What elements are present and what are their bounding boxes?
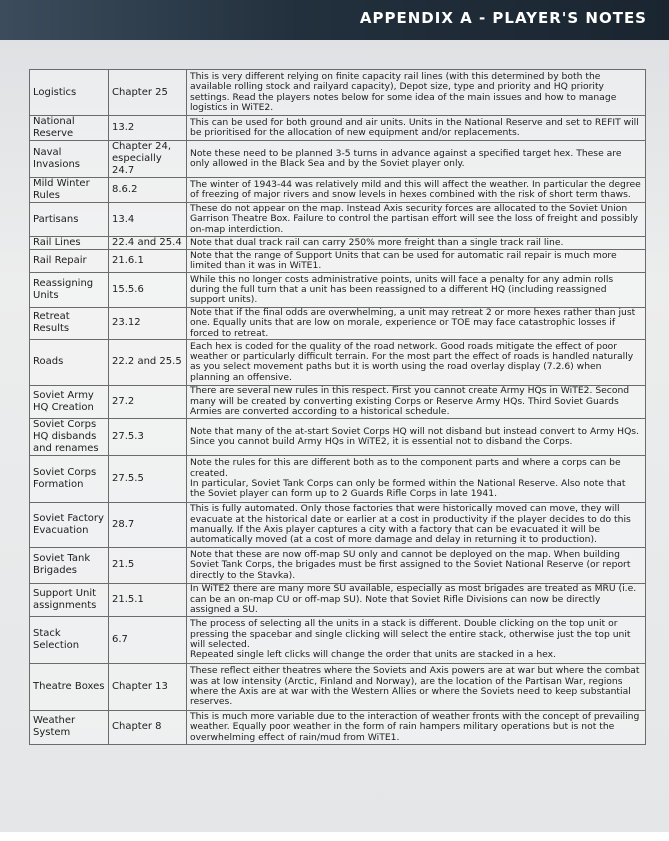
header-bar	[0, 0, 669, 40]
table-row	[30, 70, 646, 116]
note-paragraph: Note that dual track rail can carry 250% more freight than a single track rail line.	[190, 236, 564, 248]
row-rule-reference: 28.7	[109, 502, 187, 547]
table-row	[30, 116, 646, 141]
note-paragraph: Repeated single left clicks will change the order that units are stacked in a hex.	[190, 649, 556, 661]
note-paragraph: The winter of 1943-44 was relatively mild and this will affect the weather. In particular the degree of freezing of major rivers and snow levels in hexes combined with the risk of short term thaws.	[190, 178, 641, 200]
row-note	[187, 385, 646, 418]
row-rule-reference: 8.6.2	[109, 178, 187, 203]
row-note	[187, 663, 646, 710]
row-rule-reference: 22.2 and 25.5	[109, 339, 187, 385]
table-row	[30, 663, 646, 710]
row-rule-reference: 6.7	[109, 616, 187, 663]
note-paragraph: In particular, Soviet Tank Corps can only be formed within the National Reserve. Also note that the Soviet player can form up to 2 Guards Rifle Corps in late 1941.	[190, 477, 626, 500]
note-paragraph: In WiTE2 there are many more SU available, especially as most brigades are treated as MRU (i.e. can be an on-map CU or off-map SU). Note that Soviet Rifle Divisions can now be directly assigned a SU.	[190, 583, 637, 616]
row-rule-reference: Chapter 13	[109, 663, 187, 710]
table-row	[30, 418, 646, 455]
note-paragraph: These do not appear on the map. Instead Axis security forces are allocated to the Soviet Union Garrison Theatre Box. Failure to control the partisan effort will see the loss of freight and possibly on-map interdiction.	[190, 203, 639, 235]
table-row	[30, 616, 646, 663]
note-paragraph: The process of selecting all the units in a stack is different. Double clicking on the top unit or pressing the spacebar and single clicking will select the entire stack, otherwise just the top unit will selected.	[190, 618, 631, 650]
note-paragraph: Note that the range of Support Units that can be used for automatic rail repair is much more limited than it was in WiTE1.	[190, 249, 617, 271]
row-note	[187, 203, 646, 237]
note-paragraph: Note that if the final odds are overwhelming, a unit may retreat 2 or more hexes rather than just one. Equally units that are low on morale, experience or TOE may face catastrophic losses if forced to retreat.	[190, 307, 636, 339]
row-rule-reference: Chapter 24, especially 24.7	[109, 141, 187, 178]
row-note	[187, 250, 646, 273]
row-note	[187, 502, 646, 547]
row-rule-reference: Chapter 8	[109, 710, 187, 744]
note-paragraph: Each hex is coded for the quality of the road network. Good roads mitigate the effect of poor weather or particularly difficult terrain. For the most part the effect of roads is handled naturally as you select movement paths but it is worth using the road overlay display (7.2.6) when planning an offensive.	[190, 340, 634, 383]
row-note	[187, 237, 646, 250]
note-paragraph: This is fully automated. Only those factories that were historically moved can move, they will evacuate at the historical date or earlier at a cost in productivity if the player decides to do this manually. If the Axis player captures a city with a factory that can be evacuated it will be automatically moved (at a cost of more damage and delay in returning it to production).	[190, 503, 631, 546]
table-row	[30, 178, 646, 203]
notes-table	[29, 69, 646, 745]
row-rule-reference: 21.5	[109, 547, 187, 583]
note-paragraph: This can be used for both ground and air units. Units in the National Reserve and set to REFIT will be prioritised for the allocation of new equipment and/or replacements.	[190, 116, 639, 138]
table-row	[30, 502, 646, 547]
note-paragraph: Note the rules for this are different both as to the component parts and where a corps can be created.	[190, 457, 621, 479]
note-paragraph: These reflect either theatres where the Soviets and Axis powers are at war but where the combat was at low intensity (Arctic, Finland and Norway), are the location of the Partisan War, regions where the Axis are at war with the Western Allies or where the Soviets need to keep substantial reserves.	[190, 665, 640, 708]
note-paragraph: Note these need to be planned 3-5 turns in advance against a specified target hex. These are only allowed in the Black Sea and by the Soviet player only.	[190, 147, 622, 169]
row-note	[187, 273, 646, 308]
row-topic: Support Unit assignments	[30, 583, 109, 616]
row-topic: Rail Repair	[30, 250, 109, 273]
row-note	[187, 418, 646, 455]
table-row	[30, 547, 646, 583]
row-topic: Logistics	[30, 70, 109, 116]
row-rule-reference: 27.2	[109, 385, 187, 418]
table-row	[30, 237, 646, 250]
row-note	[187, 583, 646, 616]
row-topic: Roads	[30, 339, 109, 385]
row-note	[187, 339, 646, 385]
table-row	[30, 273, 646, 308]
table-row	[30, 583, 646, 616]
page-title: APPENDIX A - PLAYER'S NOTES	[359, 9, 647, 27]
row-topic: Stack Selection	[30, 616, 109, 663]
row-topic: Soviet Corps Formation	[30, 455, 109, 502]
table-row	[30, 308, 646, 340]
table-row	[30, 203, 646, 237]
row-rule-reference: 21.5.1	[109, 583, 187, 616]
note-paragraph: This is much more variable due to the interaction of weather fronts with the concept of prevailing weather. Equally poor weather in the form of rain hampers military operations but is not the overwhelming effect of rain/mud from WiTE1.	[190, 710, 640, 743]
note-paragraph: Note that these are now off-map SU only and cannot be deployed on the map. When building Soviet Tank Corps, the brigades must be first assigned to the Soviet National Reserve (or report directly to the Stavka).	[190, 548, 631, 581]
row-rule-reference: 13.4	[109, 203, 187, 237]
table-row	[30, 455, 646, 502]
table-row	[30, 385, 646, 418]
note-paragraph: Note that many of the at-start Soviet Corps HQ will not disband but instead convert to Army HQs. Since you cannot build Army HQs in WiTE2, it is essential not to disband the Corps.	[190, 425, 640, 447]
row-note	[187, 710, 646, 744]
row-topic: Soviet Tank Brigades	[30, 547, 109, 583]
row-rule-reference: 27.5.5	[109, 455, 187, 502]
row-rule-reference: 23.12	[109, 308, 187, 340]
row-note	[187, 616, 646, 663]
row-topic: National Reserve	[30, 116, 109, 141]
row-topic: Retreat Results	[30, 308, 109, 340]
row-note	[187, 178, 646, 203]
row-note	[187, 70, 646, 116]
row-rule-reference: 22.4 and 25.4	[109, 237, 187, 250]
page-bottom-strip	[0, 832, 669, 841]
notes-table-body	[30, 70, 646, 745]
row-topic: Reassigning Units	[30, 273, 109, 308]
row-rule-reference: Chapter 25	[109, 70, 187, 116]
row-topic: Partisans	[30, 203, 109, 237]
row-topic: Soviet Army HQ Creation	[30, 385, 109, 418]
note-paragraph: This is very different relying on finite capacity rail lines (with this determined by both the available rolling stock and railyard capacity), Depot size, type and priority and HQ priority settings. Read the players notes below for some idea of the main issues and how to manage logistics in WiTE2.	[190, 70, 617, 113]
note-paragraph: There are several new rules in this respect. First you cannot create Army HQs in WiTE2. Second many will be created by converting existing Corps or Reserve Army HQs. Third Soviet Guards Armies are converted according to a historical schedule.	[190, 385, 630, 418]
row-rule-reference: 15.5.6	[109, 273, 187, 308]
row-topic: Weather System	[30, 710, 109, 744]
row-topic: Soviet Factory Evacuation	[30, 502, 109, 547]
note-paragraph: While this no longer costs administrative points, units will face a penalty for any admin rolls during the full turn that a unit has been reassigned to a different HQ (including reassigned support units).	[190, 273, 614, 306]
row-topic: Naval Invasions	[30, 141, 109, 178]
row-note	[187, 141, 646, 178]
row-topic: Mild Winter Rules	[30, 178, 109, 203]
table-row	[30, 710, 646, 744]
row-note	[187, 308, 646, 340]
table-row	[30, 339, 646, 385]
row-topic: Rail Lines	[30, 237, 109, 250]
row-rule-reference: 21.6.1	[109, 250, 187, 273]
row-note	[187, 116, 646, 141]
row-rule-reference: 13.2	[109, 116, 187, 141]
row-topic: Theatre Boxes	[30, 663, 109, 710]
table-row	[30, 250, 646, 273]
row-rule-reference: 27.5.3	[109, 418, 187, 455]
table-row	[30, 141, 646, 178]
row-note	[187, 455, 646, 502]
row-topic: Soviet Corps HQ disbands and renames	[30, 418, 109, 455]
row-note	[187, 547, 646, 583]
